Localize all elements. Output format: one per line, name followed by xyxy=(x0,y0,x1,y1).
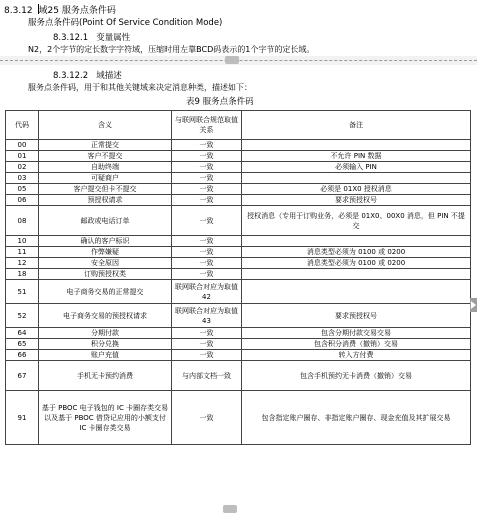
cell-relation: 一致 xyxy=(172,391,242,445)
cell-note: 要求预授权号 xyxy=(242,304,471,328)
table-row xyxy=(6,339,471,350)
cell-note xyxy=(242,269,471,280)
table-row xyxy=(6,184,471,195)
table-row xyxy=(6,280,471,304)
cell-note: 消息类型必须为 0100 或 0200 xyxy=(242,247,471,258)
cell-relation: 一致 xyxy=(172,184,242,195)
table-row xyxy=(6,361,471,391)
cell-code: 51 xyxy=(6,280,39,304)
table-row xyxy=(6,173,471,184)
cell-note: 包含指定账户圈存、非指定账户圈存、现金充值及其扩展交易 xyxy=(242,391,471,445)
cell-relation: 一致 xyxy=(172,173,242,184)
table-row xyxy=(6,350,471,361)
cell-code: 10 xyxy=(6,236,39,247)
cell-code: 52 xyxy=(6,304,39,328)
subsection-heading-attributes xyxy=(53,31,130,43)
page-break-handle[interactable] xyxy=(223,505,237,513)
cell-note: 包含积分消费（撤销）交易 xyxy=(242,339,471,350)
cell-meaning: 手机无卡预约消费 xyxy=(39,361,172,391)
attribute-paragraph: N2，2个字节的定长数字字符域，压缩时用左靠BCD码表示的1个字节的定长域。 xyxy=(28,45,315,54)
cell-meaning: 自助终端 xyxy=(39,162,172,173)
cell-note: 包含手机预约无卡消费（撤销）交易 xyxy=(242,361,471,391)
cell-note xyxy=(242,236,471,247)
header-meaning: 含义 xyxy=(39,111,172,140)
cell-relation: 一致 xyxy=(172,162,242,173)
cell-relation: 一致 xyxy=(172,350,242,361)
cell-meaning: 电子商务交易的正常提交 xyxy=(39,280,172,304)
cell-code: 01 xyxy=(6,151,39,162)
cell-code: 11 xyxy=(6,247,39,258)
cell-meaning: 基于 PBOC 电子钱包的 IC 卡圈存类交易以及基于 PBOC 借贷记应用的小额支付 IC 卡圈存类交易 xyxy=(39,391,172,445)
cell-meaning: 账户充值 xyxy=(39,350,172,361)
cell-note xyxy=(242,140,471,151)
table-row xyxy=(6,206,471,236)
header-code: 代码 xyxy=(6,111,39,140)
table-caption: 表9 服务点条件码 xyxy=(186,97,254,107)
cell-meaning: 邮政或电话订单 xyxy=(39,206,172,236)
cell-code: 64 xyxy=(6,328,39,339)
cell-relation: 一致 xyxy=(172,151,242,162)
cell-meaning: 电子商务交易的预授权请求 xyxy=(39,304,172,328)
cell-meaning: 确认的客户标识 xyxy=(39,236,172,247)
cell-code: 00 xyxy=(6,140,39,151)
cell-code: 05 xyxy=(6,184,39,195)
page-break-handle[interactable] xyxy=(225,56,239,64)
cell-meaning: 订购预授权类 xyxy=(39,269,172,280)
section-title: 域25 服务点条件码 xyxy=(38,6,116,16)
header-note: 备注 xyxy=(242,111,471,140)
description-paragraph: 服务点条件码，用于和其他关键域来决定消息种类，描述如下： xyxy=(28,83,252,92)
cell-relation: 与内部文档一致 xyxy=(172,361,242,391)
table-row xyxy=(6,140,471,151)
cell-meaning: 作弊嫌疑 xyxy=(39,247,172,258)
cell-code: 65 xyxy=(6,339,39,350)
cell-relation: 联网联合对应为取值43 xyxy=(172,304,242,328)
subsection-heading-description xyxy=(53,69,122,81)
table-row xyxy=(6,258,471,269)
cell-meaning: 预授权请求 xyxy=(39,195,172,206)
table-row xyxy=(6,304,471,328)
table-row xyxy=(6,247,471,258)
subsection-title: 变量属性 xyxy=(96,33,131,43)
cell-meaning: 客户不提交 xyxy=(39,151,172,162)
table-row xyxy=(6,236,471,247)
subsection-number: 8.3.12.1 xyxy=(53,33,89,43)
cell-meaning: 积分兑换 xyxy=(39,339,172,350)
service-condition-code-table xyxy=(5,110,471,445)
cell-note: 包含分期付款交易交易 xyxy=(242,328,471,339)
cell-relation: 一致 xyxy=(172,339,242,350)
section-number: 8.3.12 xyxy=(4,6,33,16)
cell-relation: 联网联合对应为取值42 xyxy=(172,280,242,304)
cell-note xyxy=(242,173,471,184)
cell-code: 66 xyxy=(6,350,39,361)
cell-code: 02 xyxy=(6,162,39,173)
cell-relation: 一致 xyxy=(172,269,242,280)
subsection-number: 8.3.12.2 xyxy=(53,71,89,81)
cell-relation: 一致 xyxy=(172,247,242,258)
cell-meaning: 安全原因 xyxy=(39,258,172,269)
cell-code: 12 xyxy=(6,258,39,269)
cell-relation: 一致 xyxy=(172,328,242,339)
scroll-right-arrow-icon[interactable] xyxy=(470,298,477,312)
cell-relation: 一致 xyxy=(172,236,242,247)
cell-code: 08 xyxy=(6,206,39,236)
table-row xyxy=(6,328,471,339)
cell-note: 授权消息（专用于订购业务，必须是 01X0、00X0 消息，但 PIN 不提交 xyxy=(242,206,471,236)
cell-meaning: 分期付款 xyxy=(39,328,172,339)
cell-note: 必须输入 PIN xyxy=(242,162,471,173)
section-subtitle: 服务点条件码(Point Of Service Condition Mode) xyxy=(28,18,223,28)
cell-meaning: 客户提交但卡不提交 xyxy=(39,184,172,195)
table-header-row xyxy=(6,111,471,140)
table-row xyxy=(6,195,471,206)
cell-code: 03 xyxy=(6,173,39,184)
section-heading xyxy=(4,3,116,16)
cell-code: 06 xyxy=(6,195,39,206)
table-row xyxy=(6,391,471,445)
cell-note: 转入方付费 xyxy=(242,350,471,361)
cell-code: 91 xyxy=(6,391,39,445)
cell-note: 消息类型必须为 0100 或 0200 xyxy=(242,258,471,269)
cell-relation: 一致 xyxy=(172,206,242,236)
cell-relation: 一致 xyxy=(172,258,242,269)
subsection-title: 域描述 xyxy=(96,71,122,81)
table-row xyxy=(6,162,471,173)
table-row xyxy=(6,269,471,280)
cell-note: 要求预授权号 xyxy=(242,195,471,206)
cell-meaning: 正常提交 xyxy=(39,140,172,151)
cell-note: 不允许 PIN 数据 xyxy=(242,151,471,162)
cell-code: 67 xyxy=(6,361,39,391)
header-relation: 与联网联合规范取值关系 xyxy=(172,111,242,140)
cell-relation: 一致 xyxy=(172,140,242,151)
cell-meaning: 可疑商户 xyxy=(39,173,172,184)
cell-relation: 一致 xyxy=(172,195,242,206)
cell-note: 必须是 01X0 授权消息 xyxy=(242,184,471,195)
table-row xyxy=(6,151,471,162)
page-break-separator xyxy=(0,56,477,65)
cell-code: 18 xyxy=(6,269,39,280)
cell-note xyxy=(242,280,471,304)
